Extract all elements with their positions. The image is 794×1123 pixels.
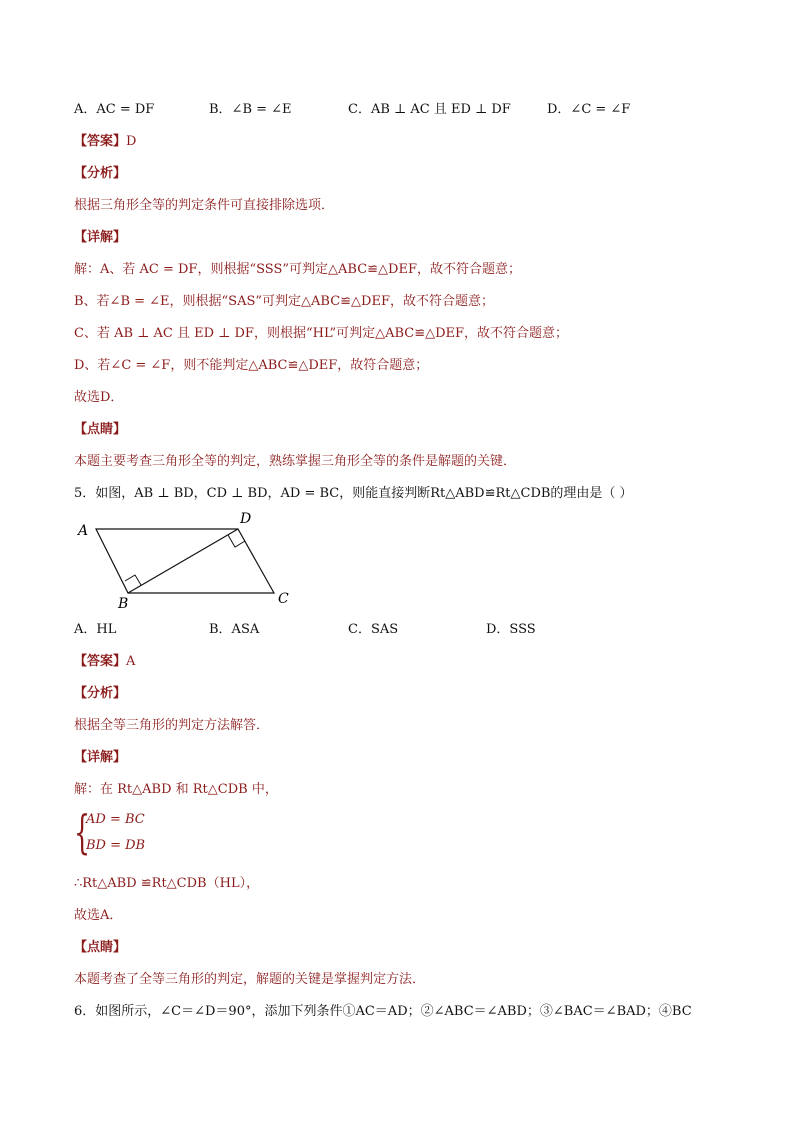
comment-tag: 【点睛】 [74,422,127,437]
q4-option-b: B．∠B = ∠E [209,102,292,117]
q5-option-b: B．ASA [209,622,260,637]
answer-tag: 【答案】 [74,654,127,669]
answer-value: A [126,654,136,669]
detail-tag: 【详解】 [74,750,127,765]
detail-line: D、若∠C = ∠F，则不能判定△ABC≌△DEF，故符合题意； [74,358,429,373]
detail-line: C、若 AB ⊥ AC 且 ED ⊥ DF，则根据“HL”可判定△ABC≌△DEF，故不符合题意； [74,326,569,341]
q4-option-d: D．∠C = ∠F [547,102,631,117]
q5-figure [70,505,300,615]
q4-answer-row [74,132,136,152]
detail-tag: 【详解】 [74,230,127,245]
comment-text: 本题主要考查三角形全等的判定，熟练掌握三角形全等的条件是解题的关键． [74,454,517,469]
label-d: D [240,511,252,527]
q6-question: 6．如图所示，∠C＝∠D＝90°，添加下列条件①AC＝AD；②∠ABC＝∠ABD；③∠BAC＝∠BAD；④BC [74,1004,692,1019]
analysis-tag: 【分析】 [74,166,127,181]
detail-line: B、若∠B = ∠E，则根据“SAS”可判定△ABC≌△DEF，故不符合题意； [74,294,494,309]
comment-text: 本题考查了全等三角形的判定，解题的关键是掌握判定方法． [74,972,426,987]
q5-option-d: D．SSS [486,622,536,637]
q4-option-c: C．AB ⊥ AC 且 ED ⊥ DF [348,102,511,117]
label-a: A [78,523,89,539]
conclusion: ∴Rt△ABD ≌Rt△CDB（HL）， [74,876,260,891]
analysis-text: 根据三角形全等的判定条件可直接排除选项． [74,198,335,213]
detail-line: 解：A、若 AC = DF，则根据“SSS”可判定△ABC≌△DEF，故不符合题意； [74,262,521,277]
choose-line: 故选A． [74,908,123,923]
q5-answer-row [74,652,135,672]
q4-option-a: A．AC = DF [74,102,155,117]
analysis-text: 根据全等三角形的判定方法解答． [74,718,270,733]
answer-tag: 【答案】 [74,134,127,149]
answer-value: D [126,134,137,149]
brace-glyph: { [74,805,91,859]
q5-option-c: C．SAS [348,622,399,637]
q5-question: 5．如图，AB ⊥ BD，CD ⊥ BD，AD = BC，则能直接判断Rt△ABD≌Rt△CDB的理由是（ ） [74,486,633,501]
equation-2: BD = DB [86,838,146,853]
comment-tag: 【点睛】 [74,940,127,955]
analysis-tag: 【分析】 [74,686,127,701]
label-b: B [118,596,129,612]
detail-line: 故选D． [74,390,124,405]
equation-1: AD = BC [86,812,145,827]
label-c: C [278,591,289,607]
detail-intro: 解：在 Rt△ABD 和 Rt△CDB 中， [74,782,278,797]
equation-system [74,805,214,864]
right-angle-mark-b [125,575,141,585]
diagonal-bd [128,529,238,593]
parallelogram [96,529,274,593]
q5-option-a: A．HL [74,622,117,637]
